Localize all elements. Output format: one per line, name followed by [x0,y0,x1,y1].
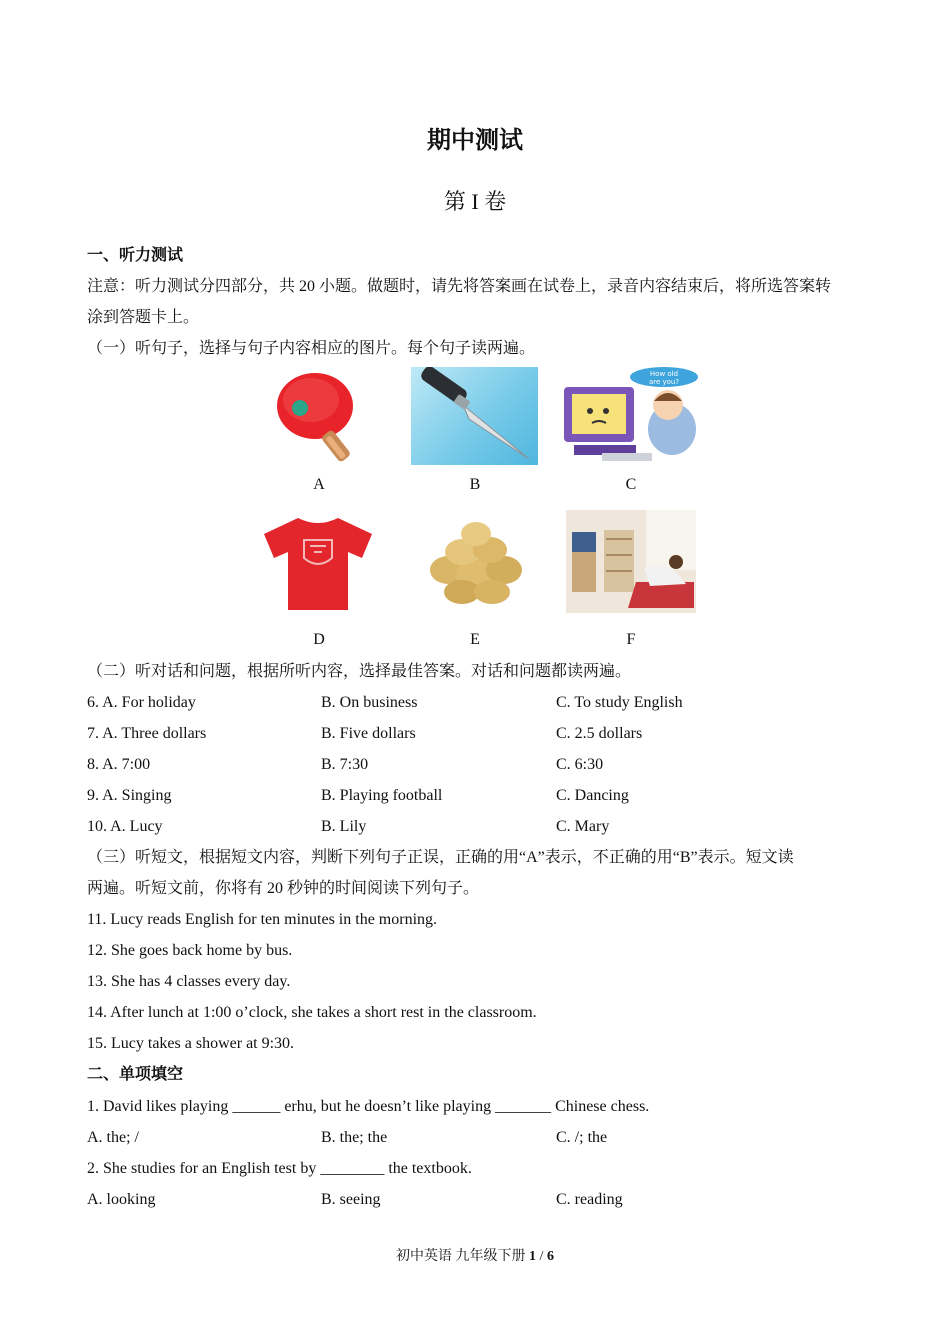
note-line-2: 涂到答题卡上。 [87,309,200,326]
computer-chat-icon [562,367,702,465]
s2-q1-option-c: C. /; the [556,1129,608,1146]
q10-option-b: B. Lily [321,818,367,835]
q7-option-a: 7. A. Three dollars [87,725,207,742]
section1-heading: 一、听力测试 [87,247,184,264]
statement-11: 11. Lucy reads English for ten minutes in the morning. [87,911,438,928]
s2-q2-option-c: C. reading [556,1191,623,1208]
knife-icon [411,367,538,465]
part2-instruction: （二）听对话和问题，根据所听内容，选择最佳答案。对话和问题都读两遍。 [87,663,632,680]
q8-option-c: C. 6:30 [556,756,604,773]
q9-option-b: B. Playing football [321,787,443,804]
part3-instruction-line-2: 两遍。听短文前，你将有 20 秒钟的时间阅读下列句子。 [87,880,480,897]
s2-q1-stem: 1. David likes playing ______ erhu, but he doesn’t like playing _______ Chinese chess. [87,1098,650,1115]
footer-page-number: 1 [529,1249,537,1264]
speech-bubble-line-1: How old [649,370,679,378]
statement-15: 15. Lucy takes a shower at 9:30. [87,1035,295,1052]
part1-instruction: （一）听句子，选择与句子内容相应的图片。每个句子读两遍。 [87,340,536,357]
q10-option-c: C. Mary [556,818,610,835]
speech-bubble-line-2: are you? [648,378,680,386]
statement-12: 12. She goes back home by bus. [87,942,293,959]
s2-q2-stem: 2. She studies for an English test by ________ the textbook. [87,1160,472,1177]
q9-option-a: 9. A. Singing [87,787,172,804]
q7-option-c: C. 2.5 dollars [556,725,643,742]
ping-pong-paddle-icon [275,368,365,466]
image-label-e: E [470,631,480,648]
part3-instruction-line-1: （三）听短文，根据短文内容，判断下列句子正误，正确的用“A”表示，不正确的用“B”表示。短文读 [87,849,794,866]
footer-total-pages: 6 [546,1249,554,1264]
page-title: 期中测试 [427,128,523,154]
section2-heading: 二、单项填空 [87,1066,184,1083]
q8-option-a: 8. A. 7:00 [87,756,151,773]
image-label-a: A [313,476,325,493]
woman-watching-tv-icon [566,510,696,613]
q9-option-c: C. Dancing [556,787,629,804]
footer-separator: / [536,1249,547,1264]
image-label-c: C [625,476,637,493]
footer-subject: 初中英语 九年级下册 [396,1249,526,1264]
statement-13: 13. She has 4 classes every day. [87,973,291,990]
q6-option-c: C. To study English [556,694,683,711]
q6-option-a: 6. A. For holiday [87,694,196,711]
q8-option-b: B. 7:30 [321,756,369,773]
q10-option-a: 10. A. Lucy [87,818,163,835]
image-label-f: F [626,631,636,648]
page-footer [0,1245,950,1265]
image-label-b: B [469,476,481,493]
s2-q1-option-a: A. the; / [87,1129,139,1146]
s2-q2-option-b: B. seeing [321,1191,381,1208]
s2-q2-option-a: A. looking [87,1191,156,1208]
q6-option-b: B. On business [321,694,418,711]
note-line-1: 注意：听力测试分四部分，共 20 小题。做题时，请先将答案画在试卷上，录音内容结束后，将所选答案转 [87,278,832,295]
volume-title: 第 I 卷 [443,189,507,214]
statement-14: 14. After lunch at 1:00 o’clock, she takes a short rest in the classroom. [87,1004,537,1021]
s2-q1-option-b: B. the; the [321,1129,388,1146]
potatoes-icon [418,512,533,612]
q7-option-b: B. Five dollars [321,725,416,742]
image-label-d: D [313,631,325,648]
red-tshirt-icon [260,512,376,612]
